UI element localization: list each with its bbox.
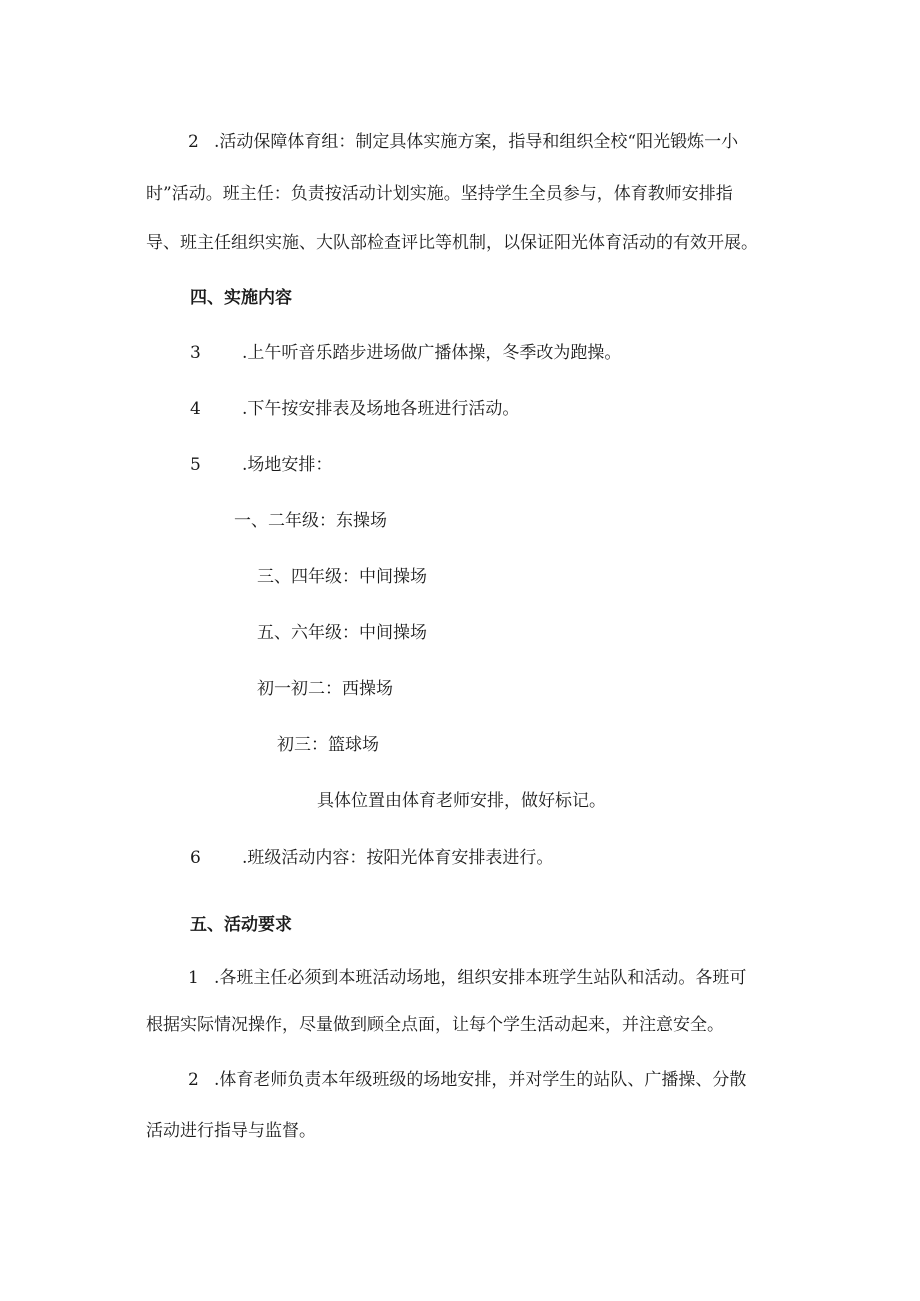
item-text: .活动保障体育组：制定具体实施方案，指导和组织全校“阳光锻炼一小 <box>214 132 739 152</box>
item-text: .体育老师负责本年级班级的场地安排，并对学生的站队、广播操、分散 <box>214 1070 747 1090</box>
item-number: 4 <box>190 399 201 419</box>
item-number: 5 <box>190 455 201 475</box>
item-number: 2 <box>188 1070 199 1090</box>
venue-line: 五、六年级：中间操场 <box>257 623 427 643</box>
list-item <box>190 846 553 870</box>
note-line: 具体位置由体育老师安排，做好标记。 <box>317 791 606 811</box>
list-item <box>190 397 519 421</box>
item-text: .场地安排： <box>242 455 333 475</box>
item-text: .班级活动内容：按阳光体育安排表进行。 <box>242 848 554 868</box>
item-text: .下午按安排表及场地各班进行活动。 <box>242 399 520 419</box>
section-heading: 五、活动要求 <box>190 915 292 935</box>
paragraph-line: 时”活动。班主任：负责按活动计划实施。坚持学生全员参与，体育教师安排指 <box>146 184 733 204</box>
item-number: 1 <box>188 968 199 988</box>
item-number: 3 <box>190 343 201 363</box>
item-number: 2 <box>188 132 199 152</box>
section-heading: 四、实施内容 <box>190 288 292 308</box>
paragraph-line <box>188 130 738 154</box>
venue-line: 初一初二：西操场 <box>257 679 393 699</box>
paragraph-line: 活动进行指导与监督。 <box>146 1121 316 1141</box>
item-text: .上午听音乐踏步进场做广播体操，冬季改为跑操。 <box>242 343 622 363</box>
venue-line: 一、二年级：东操场 <box>234 511 387 531</box>
paragraph-line: 根据实际情况操作，尽量做到顾全点面，让每个学生活动起来，并注意安全。 <box>146 1015 724 1035</box>
paragraph-line <box>188 966 746 990</box>
item-number: 6 <box>190 848 201 868</box>
list-item <box>190 453 332 477</box>
venue-line: 初三：篮球场 <box>277 735 379 755</box>
paragraph-line: 导、班主任组织实施、大队部检查评比等机制，以保证阳光体育活动的有效开展。 <box>146 233 758 253</box>
item-text: .各班主任必须到本班活动场地，组织安排本班学生站队和活动。各班可 <box>214 968 747 988</box>
paragraph-line <box>188 1068 746 1092</box>
list-item <box>190 341 621 365</box>
venue-line: 三、四年级：中间操场 <box>257 567 427 587</box>
